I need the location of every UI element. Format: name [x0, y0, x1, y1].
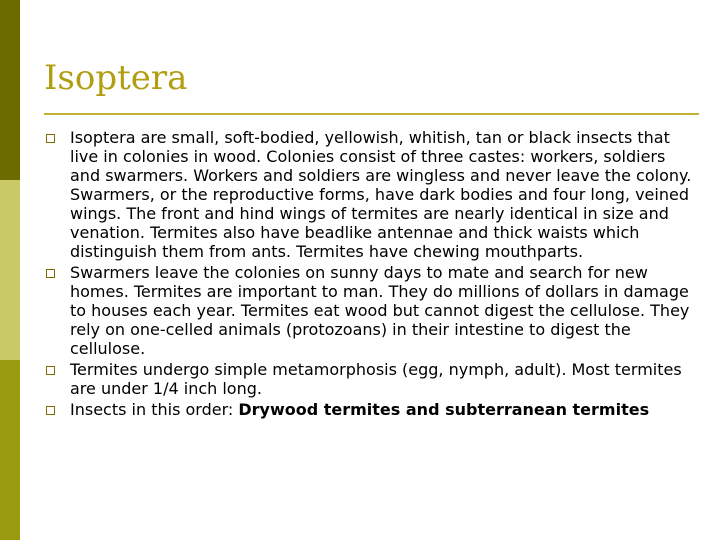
hollow-square-icon [46, 366, 55, 375]
bullet-text: Isoptera are small, soft-bodied, yellowish, whitish, tan or black insects that live in colonies in wood. Colonies consist of three castes: workers, soldiers and swarmers. Workers and soldiers are wingless and never leave the colony. Swarmers, or the reproductive forms, have dark bodies and four long, veined wings. The front and hind wings of termites are nearly identical in size and venation. Termites also have beadlike antennae and thick waists which distinguish them from ants. Termites have chewing mouthparts. [70, 128, 692, 261]
bullet-item-metamorphosis [44, 360, 694, 398]
bullet-text: Swarmers leave the colonies on sunny days to mate and search for new homes. Termites are important to man. They do millions of dollars in damage to houses each year. Termites eat wood but cannot digest the cellulose. They rely on one-celled animals (protozoans) in their intestine to digest the cellulose. [70, 263, 690, 358]
bullet-text: Insects in this order: [70, 400, 239, 419]
hollow-square-icon [46, 406, 55, 415]
sidebar-band-bottom [0, 360, 20, 540]
bullet-bold-text: Drywood termites and subterranean termites [238, 400, 650, 419]
bullet-list [44, 128, 694, 421]
slide-title: Isoptera [44, 58, 188, 98]
bullet-item-description [44, 128, 694, 261]
title-divider [44, 113, 699, 115]
sidebar-band-top [0, 0, 20, 180]
hollow-square-icon [46, 134, 55, 143]
bullet-item-swarmers [44, 263, 694, 358]
hollow-square-icon [46, 269, 55, 278]
bullet-item-examples [44, 400, 694, 419]
bullet-text: Termites undergo simple metamorphosis (egg, nymph, adult). Most termites are under 1/4 inch long. [70, 360, 682, 398]
sidebar-band-middle [0, 180, 20, 360]
sidebar-decoration [0, 0, 20, 540]
